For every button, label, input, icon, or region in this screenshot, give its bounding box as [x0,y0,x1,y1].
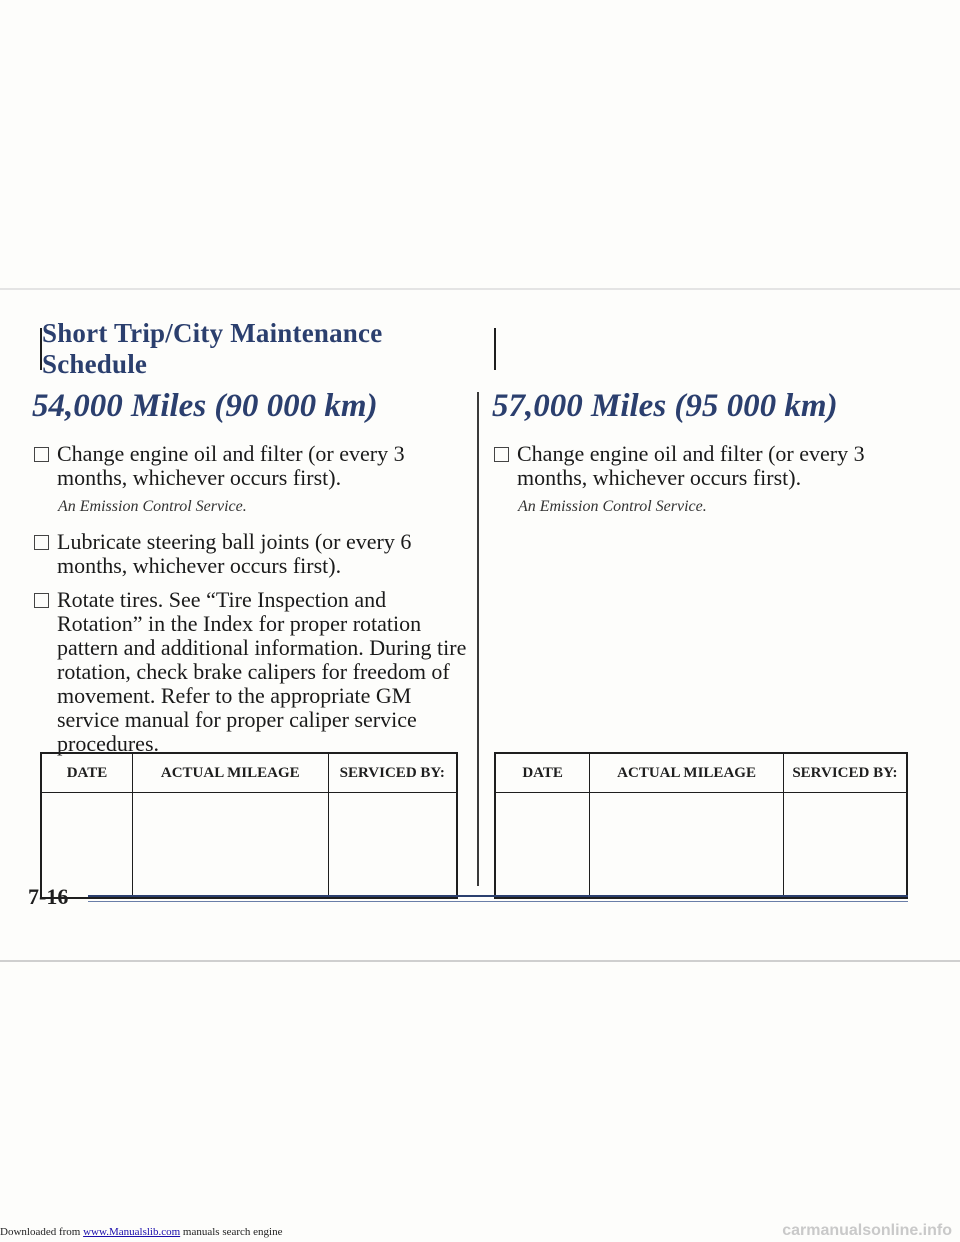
checklist-item-text: Change engine oil and filter (or every 3 months, whichever occurs first). [517,441,865,490]
date-cell[interactable] [41,793,133,899]
download-bar [0,1226,282,1238]
left-heading: 54,000 Miles (90 000 km) [32,388,378,424]
column-header-mileage: ACTUAL MILEAGE [133,753,329,793]
service-log-table-right [494,752,908,899]
download-prefix: Downloaded from [0,1226,84,1238]
emission-note: An Emission Control Service. [518,498,707,515]
serviced-by-cell[interactable] [783,793,907,899]
footer-rule-thin [88,901,908,902]
footer-rule [88,895,908,897]
emission-note: An Emission Control Service. [58,498,247,515]
checklist-item-text: Lubricate steering ball joints (or every 6 months, whichever occurs first). [57,529,412,578]
left-column [32,388,472,766]
mileage-cell[interactable] [590,793,784,899]
checkbox-icon[interactable] [34,593,49,608]
column-header-mileage: ACTUAL MILEAGE [590,753,784,793]
right-column [492,388,922,530]
section-header [40,318,496,379]
column-header-date: DATE [41,753,133,793]
checklist-item [32,442,472,490]
watermark: carmanualsonline.info [782,1222,952,1239]
column-header-serviced-by: SERVICED BY: [328,753,457,793]
checklist-item [32,588,472,756]
column-header-serviced-by: SERVICED BY: [783,753,907,793]
column-header-date: DATE [495,753,590,793]
checklist-item [32,530,472,578]
column-divider [477,392,479,886]
date-cell[interactable] [495,793,590,899]
bottom-rule [0,960,960,962]
service-log-table-left [40,752,458,899]
top-rule [0,288,960,290]
serviced-by-cell[interactable] [328,793,457,899]
section-title: Short Trip/City Maintenance Schedule [42,318,383,379]
checkbox-icon[interactable] [494,447,509,462]
page-number: 7-16 [28,884,69,909]
right-heading: 57,000 Miles (95 000 km) [492,388,838,424]
checklist-item-text: Change engine oil and filter (or every 3 months, whichever occurs first). [57,441,405,490]
download-suffix: manuals search engine [180,1226,283,1238]
checkbox-icon[interactable] [34,447,49,462]
mileage-cell[interactable] [133,793,329,899]
checklist-item-text: Rotate tires. See “Tire Inspection and Rotation” in the Index for proper rotation pattern and additional information. During tire rotation, check brake calipers for freedom of movement. Refer to the appropriate GM service manual for proper caliper service procedures. [57,587,467,756]
manualslib-link[interactable]: www.Manualslib.com [83,1226,181,1238]
checkbox-icon[interactable] [34,535,49,550]
checklist-item [492,442,922,490]
